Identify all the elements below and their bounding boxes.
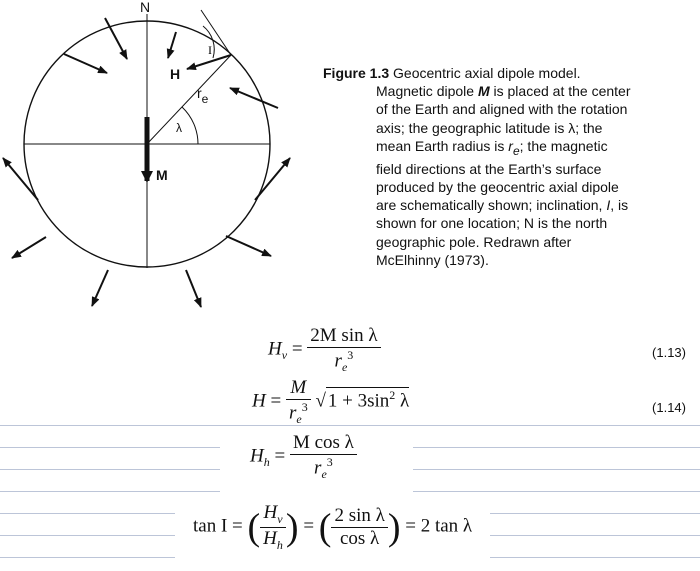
radius-subscript: e xyxy=(201,92,209,106)
north-label: N xyxy=(140,0,151,15)
rule-line xyxy=(0,535,175,536)
figure-caption xyxy=(323,64,663,269)
equation-inclination: tan I = ( $\frac{H_v}{H_h}$ ) = ( $\frac{\text{2 sin λ}}{\text{cos λ}}$ ) = 2 tan λ xyxy=(193,502,473,552)
equation-number: (1.14) xyxy=(652,400,686,415)
equation-number: (1.13) xyxy=(652,345,686,360)
fraction: $\frac{H_v}{H_h}$ xyxy=(260,502,286,553)
field-direction-line xyxy=(201,10,231,55)
field-arrow xyxy=(226,236,271,256)
field-label: H xyxy=(170,66,181,82)
rule-line xyxy=(413,469,700,470)
caption-body xyxy=(323,82,663,269)
dipole-label: M xyxy=(156,167,168,183)
equation-horizontal-field: $H_h$ = $\frac{\text{M cos λ}}{r_e^3}$ xyxy=(250,432,357,482)
inclination-label: I xyxy=(208,43,212,57)
rule-line xyxy=(0,447,220,448)
fraction: $\frac{\text{2M sin λ}}{r_e^3}$ xyxy=(307,325,380,375)
fraction: $\frac{\text{2 sin λ}}{\text{cos λ}}$ xyxy=(331,505,387,550)
rule-line xyxy=(413,491,700,492)
rule-line xyxy=(0,491,220,492)
caption-line: are schematically shown; inclination, I, is xyxy=(376,197,629,214)
rule-line xyxy=(490,513,700,514)
caption-line: Magnetic dipole M is placed at the center xyxy=(376,83,631,100)
field-arrow xyxy=(230,88,278,108)
rule-line xyxy=(413,447,700,448)
rule-line xyxy=(0,469,220,470)
rule-line xyxy=(490,557,700,558)
caption-line: axis; the geographic latitude is λ; the xyxy=(376,119,603,136)
field-arrow xyxy=(92,270,108,306)
rule-line xyxy=(490,535,700,536)
radius-label xyxy=(197,85,209,106)
rule-line xyxy=(0,557,175,558)
caption-line: mean Earth radius is $r_e$; the magnetic xyxy=(376,137,608,158)
fraction: $\frac{M}{r_e^3}$ xyxy=(286,377,311,427)
radius-symbol: r xyxy=(197,85,202,101)
latitude-label: λ xyxy=(176,121,182,135)
fraction: $\frac{\text{M cos λ}}{r_e^3}$ xyxy=(290,432,357,482)
caption-line: of the Earth and aligned with the rotation xyxy=(376,101,628,118)
square-root: $1 + 3\sin^2$ λ xyxy=(327,388,410,412)
field-arrow xyxy=(12,237,46,258)
caption-line: geographic pole. Redrawn after xyxy=(376,233,572,250)
caption-line: McElhinny (1973). xyxy=(376,251,489,268)
caption-line: shown for one location; N is the north xyxy=(376,215,608,232)
equation-1-14: H = $\frac{M}{r_e^3}$ √ $1 + 3\sin^2$ λ xyxy=(252,377,410,427)
latitude-arc xyxy=(182,107,198,144)
equation-1-13: $H_v$ = $\frac{\text{2M sin λ}}{r_e^3}$ xyxy=(268,325,381,375)
field-arrow xyxy=(3,158,38,200)
field-arrow xyxy=(64,54,107,73)
field-arrow xyxy=(105,18,127,59)
caption-first-line xyxy=(323,65,581,81)
field-arrow xyxy=(168,32,176,58)
caption-label: Figure 1.3 xyxy=(323,65,390,81)
caption-line: Geocentric axial dipole model. xyxy=(393,65,581,81)
caption-line: produced by the geocentric axial dipole xyxy=(376,179,619,196)
field-arrow xyxy=(186,270,201,307)
rule-line xyxy=(0,513,175,514)
field-arrow xyxy=(255,158,290,200)
caption-line: field directions at the Earth’s surface xyxy=(376,160,602,177)
